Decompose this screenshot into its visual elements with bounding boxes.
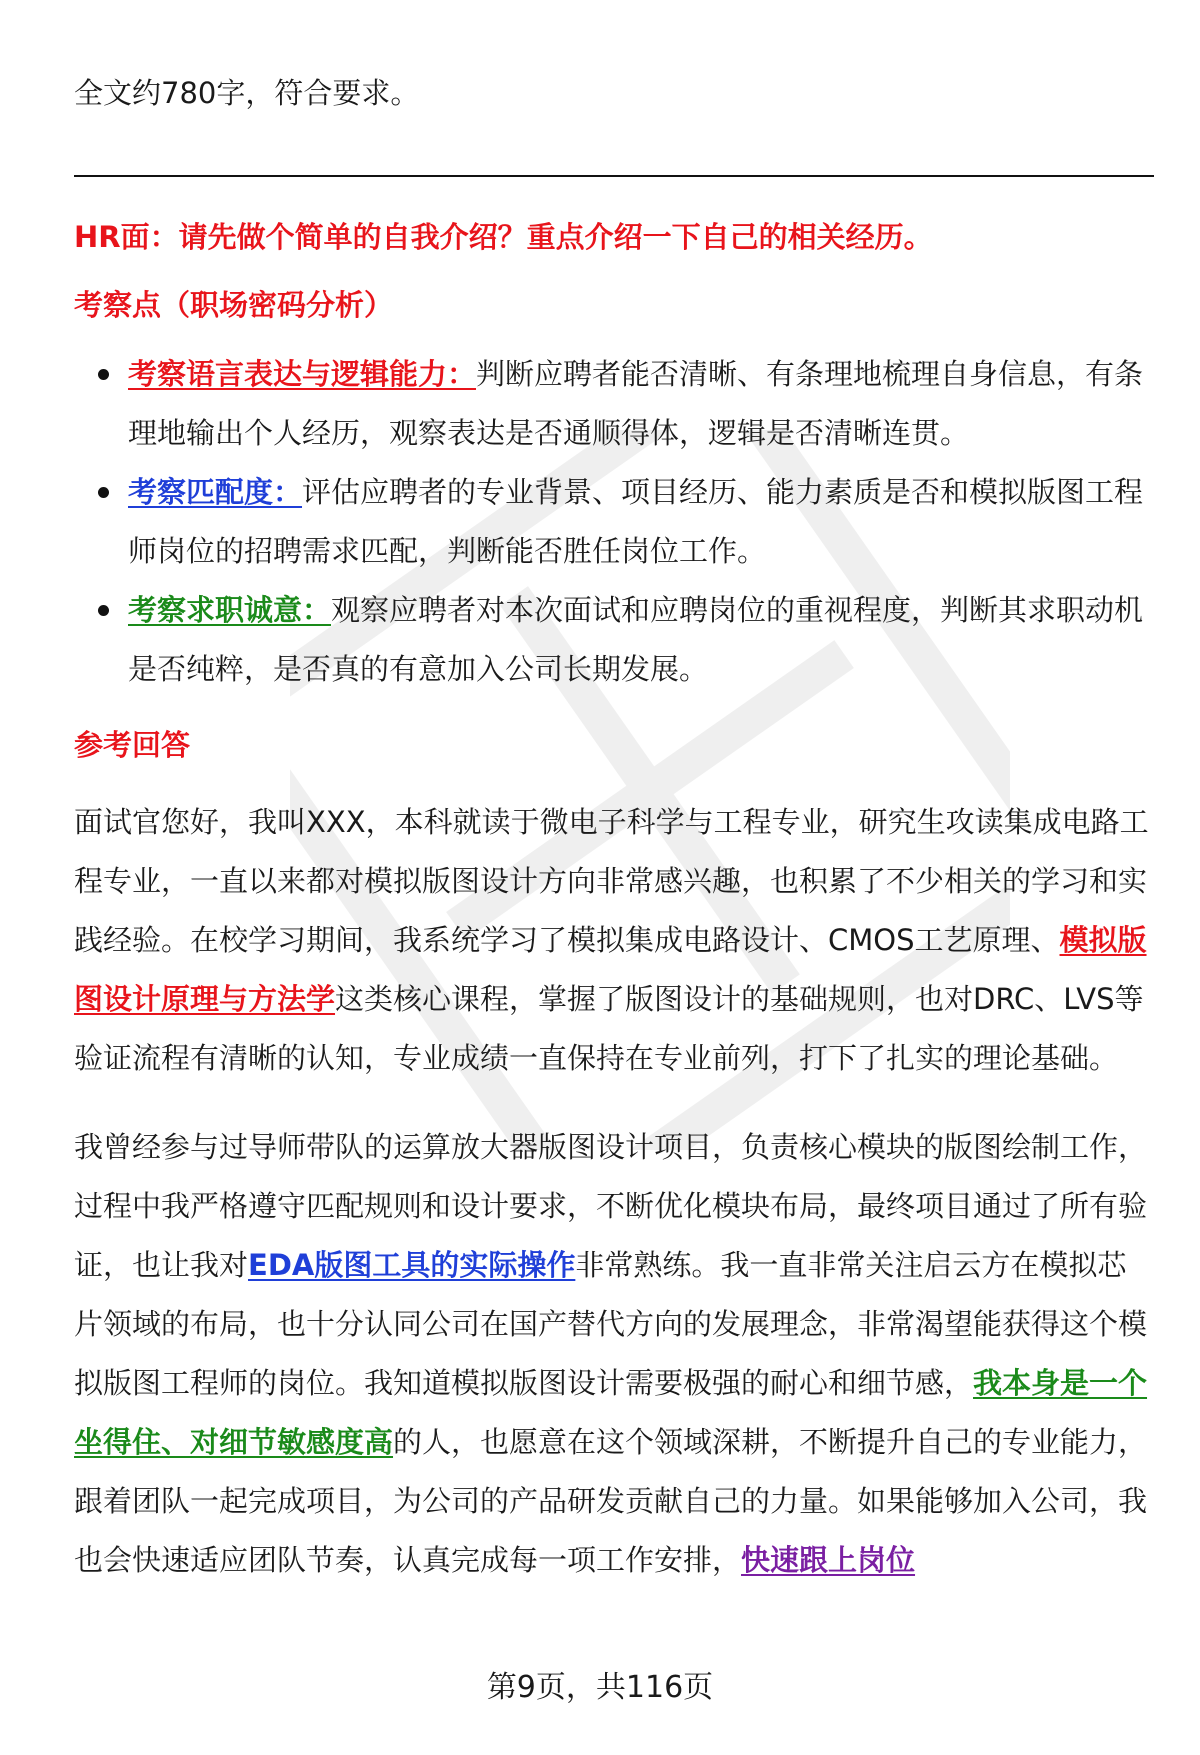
highlight-personality: 我本身是一个坐得住、对细节敏感度高	[74, 1366, 1148, 1459]
assessment-point	[74, 581, 1154, 699]
points-title: 考察点（职场密码分析）	[74, 288, 394, 322]
assessment-point	[74, 345, 1154, 463]
point-label: 考察匹配度：	[128, 475, 303, 509]
section-divider	[74, 175, 1154, 177]
bullet-icon	[98, 487, 109, 498]
bullet-icon	[98, 369, 109, 380]
interview-question: HR面：请先做个简单的自我介绍？重点介绍一下自己的相关经历。	[74, 220, 933, 254]
point-label: 考察求职诚意：	[128, 593, 332, 627]
page-footer: 第9页，共116页	[486, 1670, 714, 1705]
point-text: 观察应聘者对本次面试和应聘岗位的重视程度，判断其求职动机是否纯粹，是否真的有意加入公司长期发展。	[128, 593, 1144, 686]
document-page	[74, 64, 1154, 1590]
answer-paragraph-2	[74, 1118, 1154, 1590]
paragraph-text: 非常熟练。我一直非常关注启云方在模拟芯片领域的布局，也十分认同公司在国产替代方向的发展理念，非常渴望能获得这个模拟版图工程师的岗位。我知道模拟版图设计需要极强的耐心和细节感，	[74, 1248, 1148, 1400]
highlight-eda-tools: EDA版图工具的实际操作	[248, 1248, 576, 1282]
paragraph-text: 我曾经参与过导师带队的运算放大器版图设计项目，负责核心模块的版图绘制工作，过程中我严格遵守匹配规则和设计要求，不断优化模块布局，最终项目通过了所有验证，也让我对	[74, 1130, 1148, 1282]
assessment-points-list	[74, 345, 1154, 699]
point-label: 考察语言表达与逻辑能力：	[128, 357, 477, 391]
bullet-icon	[98, 605, 109, 616]
answer-title: 参考回答	[74, 728, 191, 762]
paragraph-text: 这类核心课程，掌握了版图设计的基础规则，也对DRC、LVS等验证流程有清晰的认知，专业成绩一直保持在专业前列，打下了扎实的理论基础。	[74, 982, 1144, 1075]
summary-line: 全文约780字，符合要求。	[74, 76, 420, 110]
highlight-adapt: 快速跟上岗位	[741, 1543, 916, 1577]
paragraph-text: 面试官您好，我叫XXX，本科就读于微电子科学与工程专业，研究生攻读集成电路工程专业，一直以来都对模拟版图设计方向非常感兴趣，也积累了不少相关的学习和实践经验。在校学习期间，我系统学习了模拟集成电路设计、CMOS工艺原理、	[74, 805, 1149, 957]
answer-paragraph-1	[74, 793, 1154, 1088]
point-text: 判断应聘者能否清晰、有条理地梳理自身信息，有条理地输出个人经历，观察表达是否通顺得体，逻辑是否清晰连贯。	[128, 357, 1144, 450]
paragraph-text: 的人，也愿意在这个领域深耕，不断提升自己的专业能力，跟着团队一起完成项目，为公司的产品研发贡献自己的力量。如果能够加入公司，我也会快速适应团队节奏，认真完成每一项工作安排，	[74, 1425, 1148, 1577]
highlight-course: 模拟版图设计原理与方法学	[74, 923, 1147, 1016]
assessment-point	[74, 463, 1154, 581]
point-text: 评估应聘者的专业背景、项目经历、能力素质是否和模拟版图工程师岗位的招聘需求匹配，判断能否胜任岗位工作。	[128, 475, 1144, 568]
